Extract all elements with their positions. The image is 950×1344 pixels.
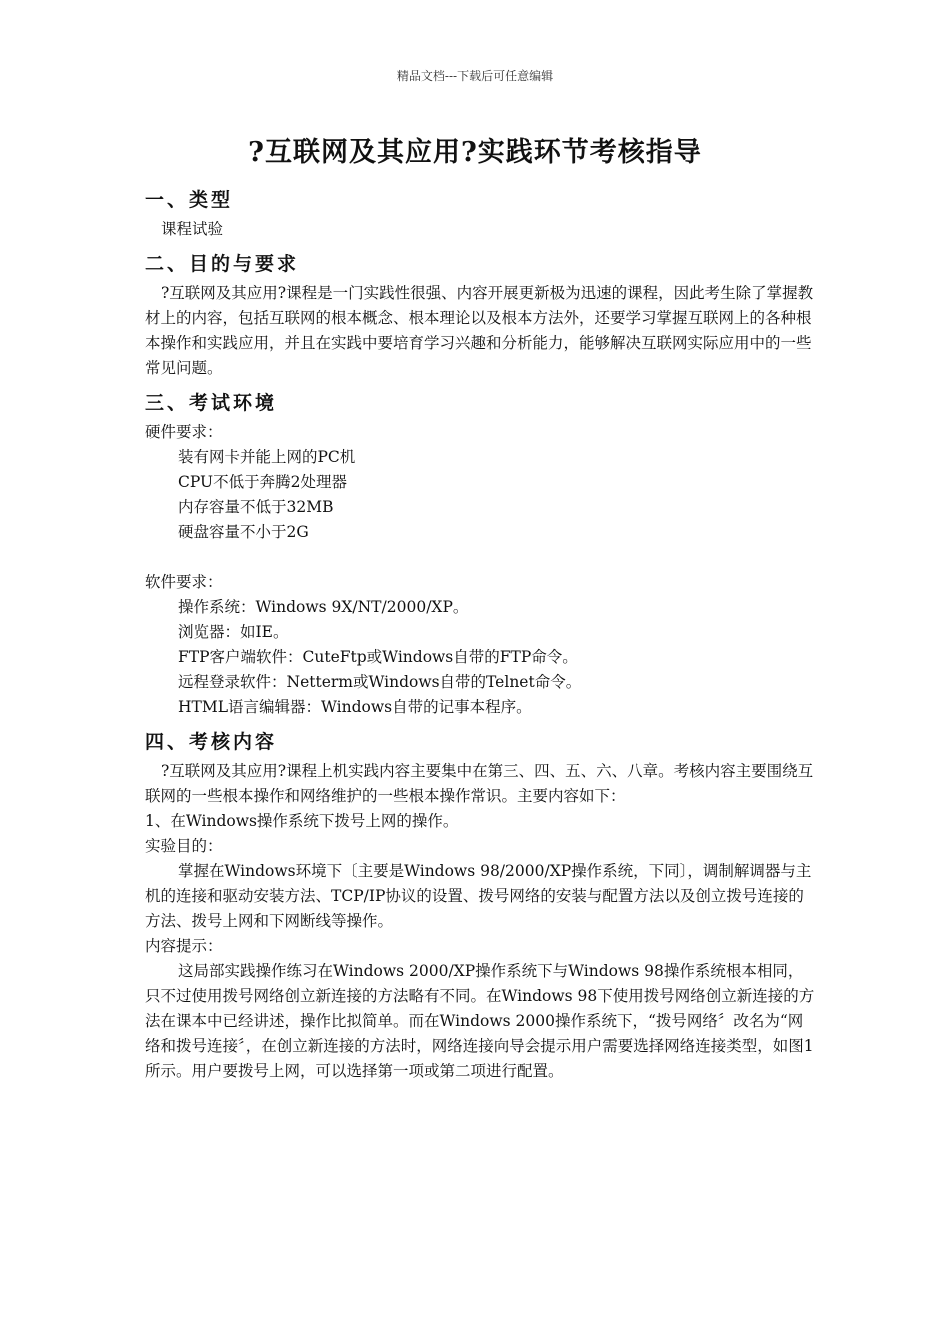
hint-label: 内容提示： — [145, 937, 223, 955]
software-item: 操作系统：Windows 9X/NT/2000/XP。 — [178, 598, 469, 616]
software-item: 浏览器：如IE。 — [178, 623, 289, 641]
hardware-item: 硬盘容量不小于2G — [178, 523, 309, 541]
software-item: 远程登录软件：Netterm或Windows自带的Telnet命令。 — [178, 673, 582, 691]
software-item: FTP客户端软件：CuteFtp或Windows自带的FTP命令。 — [178, 648, 578, 666]
section-type-text: 课程试验 — [161, 220, 224, 238]
software-item: HTML语言编辑器：Windows自带的记事本程序。 — [178, 698, 532, 716]
section-heading-purpose: 二、目的与要求 — [145, 253, 300, 275]
document-title: ?互联网及其应用?实践环节考核指导 — [248, 137, 702, 168]
hardware-label: 硬件要求： — [145, 423, 223, 441]
document-body — [145, 183, 815, 1084]
assessment-intro: ?互联网及其应用?课程上机实践内容主要集中在第三、四、五、六、八章。考核内容主要围绕互联网的一些根本操作和网络维护的一些根本操作常识。主要内容如下： — [145, 762, 814, 805]
purpose-label: 实验目的： — [145, 837, 223, 855]
hint-text: 这局部实践操作练习在Windows 2000/XP操作系统下与Windows 98操作系统根本相同，只不过使用拨号网络创立新连接的方法略有不同。在Windows 98下使用拨号网络创立新连接的方法在课本中已经讲述，操作比拟简单。而在Windows 2000操作系统下，“拨号网络〞改名为“网络和拨号连接〞，在创立新连接的方法时，网络连接向导会提示用户需要选择网络连接类型，如图1所示。用户要拨号上网，可以选择第一项或第二项进行配置。 — [145, 962, 815, 1080]
hardware-item: CPU不低于奔腾2处理器 — [178, 473, 347, 491]
hardware-item: 装有网卡并能上网的PC机 — [178, 448, 356, 466]
purpose-text: 掌握在Windows环境下〔主要是Windows 98/2000/XP操作系统，下同〕，调制解调器与主机的连接和驱动安装方法、TCP/IP协议的设置、拨号网络的安装与配置方法以及创立拨号连接的方法、拨号上网和下网断线等操作。 — [145, 862, 812, 930]
section-heading-assessment: 四、考核内容 — [145, 731, 278, 753]
section-purpose-text: ?互联网及其应用?课程是一门实践性很强、内容开展更新极为迅速的课程，因此考生除了掌握教材上的内容，包括互联网的根本概念、根本理论以及根本方法外，还要学习掌握互联网上的各种根本操作和实践应用，并且在实践中要培育学习兴趣和分析能力，能够解决互联网实际应用中的一些常见问题。 — [145, 284, 814, 377]
hardware-item: 内存容量不低于32MB — [178, 498, 334, 516]
software-label: 软件要求： — [145, 573, 223, 591]
page-header: 精品文档---下载后可任意编辑 — [396, 69, 554, 83]
section-heading-type: 一、类型 — [145, 189, 234, 211]
assessment-item-1: 1、在Windows操作系统下拨号上网的操作。 — [145, 812, 459, 830]
section-heading-environment: 三、考试环境 — [145, 392, 278, 414]
